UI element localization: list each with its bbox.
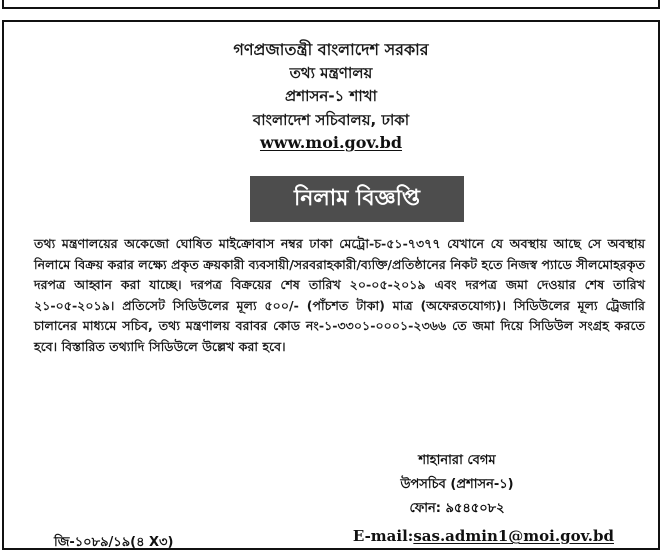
top-border-rule	[2, 0, 660, 9]
office-address: বাংলাদেশ সচিবালয়, ঢাকা	[252, 110, 410, 129]
email-line	[353, 527, 614, 545]
reference-number: জি-১০৮৯/১৯(৪ X৩)	[54, 535, 174, 550]
notice-title: নিলাম বিজ্ঞপ্তি	[250, 176, 464, 222]
website-link[interactable]: www.moi.gov.bd	[259, 133, 403, 152]
signatory-name: শাহানারা বেগম	[418, 453, 496, 468]
signature-block	[364, 449, 550, 521]
signatory-designation: উপসচিব (প্রশাসন-১)	[400, 477, 514, 492]
email-label: E-mail:	[352, 527, 414, 545]
notice-header	[4, 38, 658, 152]
branch-name: প্রশাসন-১ শাখা	[285, 87, 377, 105]
email-link[interactable]: sas.admin1@moi.gov.bd	[413, 527, 614, 545]
signatory-phone: ফোন: ৯৫৪৫০৮২	[409, 501, 505, 516]
ministry-name: তথ্য মন্ত্রণালয়	[289, 63, 373, 82]
notice-body: তথ্য মন্ত্রণালয়ের অকেজো ঘোষিত মাইক্রোবাস নম্বর ঢাকা মেট্রো-চ-৫১-৭৩৭৭ যেখানে যে অবস্থায় আছে সে অবস্থায় নিলামে বিক্রয় করার লক্ষ্যে প্রকৃত ক্রয়কারী ব্যবসায়ী/সরবরাহকারী/ব্যক্তি/প্রতিষ্ঠানের নিকট হতে নিজস্ব প্যাডে সীলমোহরকৃত দরপত্র আহ্বান করা যাচ্ছে। দরপত্র বিক্রয়ের শেষ তারিখ ২০-০৫-২০১৯ এবং দরপত্র জমা দেওয়ার শেষ তারিখ ২১-০৫-২০১৯। প্রতিসেট সিডিউলের মূল্য ৫০০/- (পাঁচশত টাকা) মাত্র (অফেরতযোগ্য)। সিডিউলের মূল্য ট্রেজারি চালানের মাধ্যমে সচিব, তথ্য মন্ত্রণালয় বরাবর কোড নং-১-৩৩০১-০০০১-২৩৬৬ তে জমা দিয়ে সিডিউল সংগ্রহ করতে হবে। বিস্তারিত তথ্যাদি সিডিউলে উল্লেখ করা হবে।	[34, 236, 645, 354]
notice-frame	[2, 20, 660, 550]
government-name: গণপ্রজাতন্ত্রী বাংলাদেশ সরকার	[233, 40, 429, 59]
